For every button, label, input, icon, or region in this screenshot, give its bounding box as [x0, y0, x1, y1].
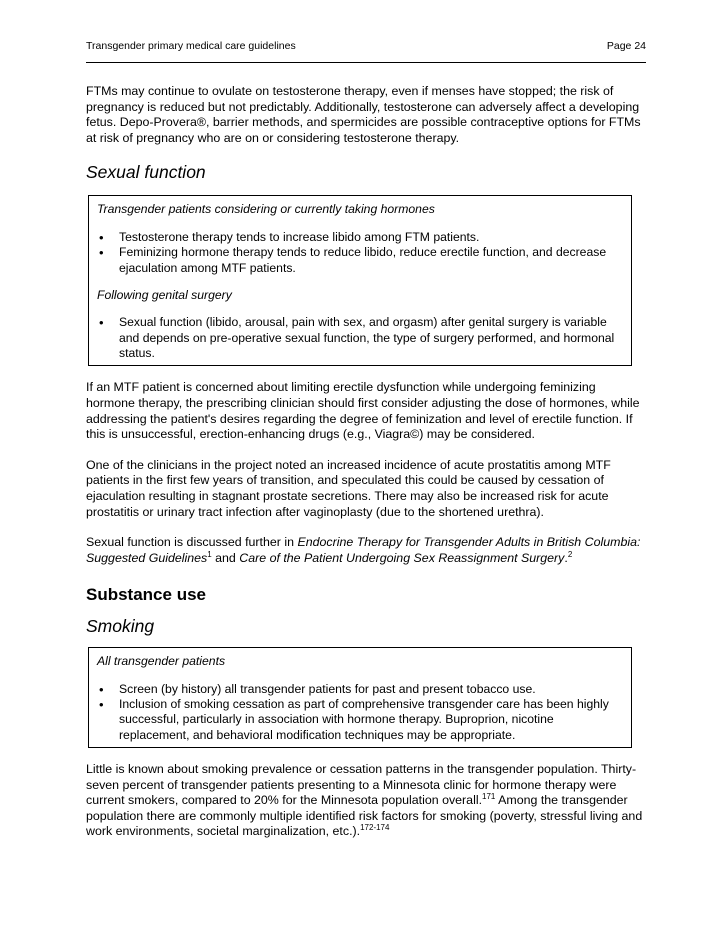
- box-section-title: Following genital surgery: [97, 287, 232, 302]
- box-bullet-list: [97, 315, 623, 361]
- box-bullet-list: [97, 230, 623, 276]
- citation: 1: [207, 549, 212, 559]
- page-content: [86, 84, 646, 855]
- list-item: • Inclusion of smoking cessation as part of comprehensive transgender care has been highly successful, particularly in association with hormone therapy. Buproprion, nicotine replacement, and behavioral modification techniques may be appropriate.: [97, 697, 623, 743]
- smoking-box: [88, 647, 632, 748]
- citation: 172-174: [360, 823, 390, 833]
- reference-title: Endocrine Therapy for Transgender Adults in British Columbia: Suggested Guidelines: [86, 535, 641, 565]
- header-title: Transgender primary medical care guidelines: [86, 40, 296, 52]
- box-bullet-list: [97, 682, 623, 743]
- list-item: • Sexual function (libido, arousal, pain with sex, and orgasm) after genital surgery is variable and depends on pre-operative sexual function, the type of surgery performed, and hormonal status.: [97, 315, 623, 361]
- header-divider: [86, 62, 646, 63]
- citation: 2: [567, 549, 573, 559]
- body-paragraph: Little is known about smoking prevalence or cessation patterns in the transgender population. Thirty-seven percent of transgender patients presenting to a Minnesota clinic for hormone therapy were current smokers, compared to 20% for the Minnesota population overall.$^{171}$ Among the transgender population there are commonly multiple identified risk factors for smoking (poverty, stressful living and work environments, societal marginalization, etc.).$^{172-174}$: [86, 762, 643, 839]
- sexual-function-box: [88, 195, 632, 366]
- box-section-title: All transgender patients: [97, 654, 226, 669]
- page-header: [86, 40, 646, 52]
- reference-title: Care of the Patient Undergoing Sex Reassignment Surgery: [239, 550, 565, 565]
- list-item: • Testosterone therapy tends to increase libido among FTM patients.: [97, 230, 623, 245]
- list-item: • Feminizing hormone therapy tends to reduce libido, reduce erectile function, and decrease ejaculation among MTF patients.: [97, 245, 623, 276]
- body-paragraph: One of the clinicians in the project noted an increased incidence of acute prostatitis among MTF patients in the first few years of transition, and speculated this could be caused by cessation of ejaculation resulting in stagnant prostate secretions. There may also be increased risk for acute prostatitis or urinary tract infection after vaginoplasty (due to the shortened urethra).: [86, 457, 611, 519]
- page-number: Page 24: [606, 40, 646, 52]
- smoking-heading: Smoking: [86, 616, 155, 637]
- body-paragraph: Sexual function is discussed further in Endocrine Therapy for Transgender Adults in British Columbia: Suggested Guidelines$^1$ and Care of the Patient Undergoing Sex Reassignment Surgery.$^2$: [86, 535, 641, 565]
- intro-paragraph: FTMs may continue to ovulate on testosterone therapy, even if menses have stopped; the risk of pregnancy is reduced but not predictably. Additionally, testosterone can adversely affect a developing fetus. Depo-Provera®, barrier methods, and spermicides are possible contraceptive options for FTMs at risk of pregnancy who are on or considering testosterone therapy.: [86, 84, 641, 145]
- substance-use-heading: Substance use: [86, 585, 206, 605]
- list-item: • Screen (by history) all transgender patients for past and present tobacco use.: [97, 682, 623, 697]
- body-paragraph: If an MTF patient is concerned about limiting erectile dysfunction while undergoing feminizing hormone therapy, the prescribing clinician should first consider adjusting the dose of hormones, while addressing the patient's desires regarding the degree of feminization and level of erectile function. If this is unsuccessful, erection-enhancing drugs (e.g., Viagra©) may be considered.: [86, 380, 640, 442]
- box-section-title: Transgender patients considering or currently taking hormones: [97, 202, 435, 217]
- citation: 171: [482, 792, 496, 802]
- sexual-function-heading: Sexual function: [86, 162, 206, 183]
